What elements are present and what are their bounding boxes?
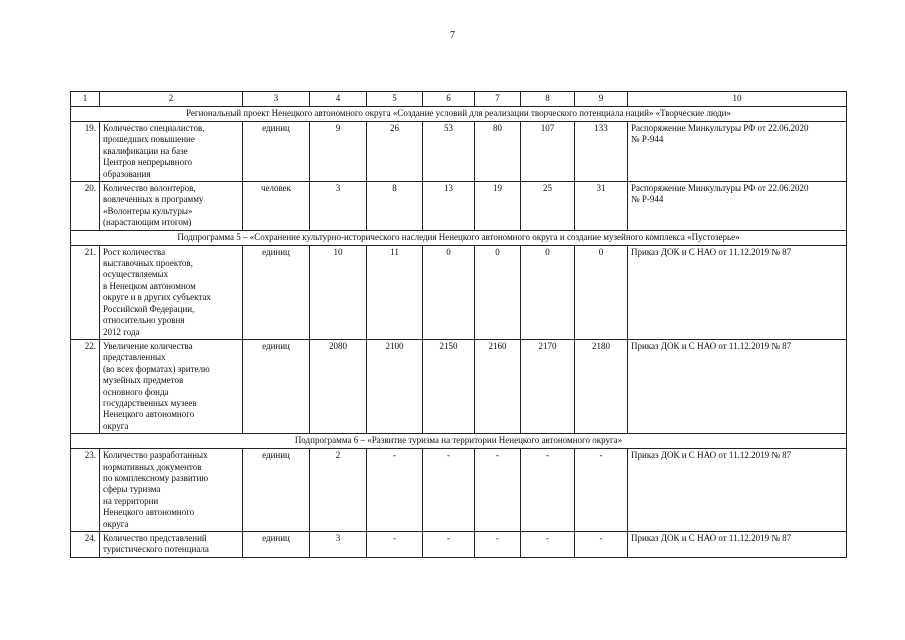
indicator-name: Количество разработанных нормативных документов по комплексному развитию сферы туризма на территории Ненецкого автономного округа (100, 449, 243, 532)
basis-cell: Приказ ДОК и С НАО от 11.12.2019 № 87 (628, 532, 847, 558)
unit-cell: единиц (243, 245, 310, 339)
value-cell: 0 (423, 245, 475, 339)
value-cell: - (521, 532, 575, 558)
row-number: 24. (71, 532, 100, 558)
value-cell: 3 (310, 182, 367, 231)
unit-cell: единиц (243, 339, 310, 433)
value-cell: 80 (475, 122, 521, 182)
section-heading: Подпрограмма 6 – «Развитие туризма на территории Ненецкого автономного округа» (71, 434, 847, 449)
value-cell: 26 (367, 122, 423, 182)
indicators-table (70, 91, 847, 558)
header-cell: 3 (243, 92, 310, 107)
value-cell: 2080 (310, 339, 367, 433)
header-cell: 10 (628, 92, 847, 107)
value-cell: 11 (367, 245, 423, 339)
table-row (71, 532, 847, 558)
row-number: 22. (71, 339, 100, 433)
value-cell: 13 (423, 182, 475, 231)
value-cell: - (521, 449, 575, 532)
value-cell: 0 (475, 245, 521, 339)
basis-cell: Распоряжение Минкультуры РФ от 22.06.2020 № Р-944 (628, 122, 847, 182)
header-cell: 8 (521, 92, 575, 107)
value-cell: 10 (310, 245, 367, 339)
basis-cell: Приказ ДОК и С НАО от 11.12.2019 № 87 (628, 339, 847, 433)
section-heading-row (71, 107, 847, 122)
value-cell: 2150 (423, 339, 475, 433)
value-cell: 2100 (367, 339, 423, 433)
header-cell: 5 (367, 92, 423, 107)
row-number: 23. (71, 449, 100, 532)
indicator-name: Количество представлений туристического потенциала (100, 532, 243, 558)
header-cell: 9 (575, 92, 628, 107)
value-cell: - (575, 449, 628, 532)
value-cell: - (575, 532, 628, 558)
value-cell: 25 (521, 182, 575, 231)
value-cell: - (367, 532, 423, 558)
row-number: 20. (71, 182, 100, 231)
basis-cell: Приказ ДОК и С НАО от 11.12.2019 № 87 (628, 449, 847, 532)
value-cell: 2180 (575, 339, 628, 433)
table-row (71, 122, 847, 182)
indicator-name: Количество волонтеров, вовлеченных в программу «Волонтеры культуры» (нарастающим итогом) (100, 182, 243, 231)
header-cell: 6 (423, 92, 475, 107)
value-cell: 53 (423, 122, 475, 182)
value-cell: 133 (575, 122, 628, 182)
value-cell: - (423, 449, 475, 532)
value-cell: - (423, 532, 475, 558)
section-heading: Подпрограмма 5 – «Сохранение культурно-исторического наследия Ненецкого автономного округа и создание музейного комплекса «Пустозерье» (71, 230, 847, 245)
basis-cell: Приказ ДОК и С НАО от 11.12.2019 № 87 (628, 245, 847, 339)
value-cell: - (475, 449, 521, 532)
value-cell: 2 (310, 449, 367, 532)
unit-cell: единиц (243, 532, 310, 558)
value-cell: 3 (310, 532, 367, 558)
row-number: 19. (71, 122, 100, 182)
section-heading-row (71, 434, 847, 449)
value-cell: 0 (521, 245, 575, 339)
value-cell: 2160 (475, 339, 521, 433)
value-cell: 31 (575, 182, 628, 231)
unit-cell: единиц (243, 122, 310, 182)
value-cell: - (475, 532, 521, 558)
header-cell: 1 (71, 92, 100, 107)
value-cell: - (367, 449, 423, 532)
section-heading-row (71, 230, 847, 245)
table-row (71, 182, 847, 231)
unit-cell: человек (243, 182, 310, 231)
unit-cell: единиц (243, 449, 310, 532)
table-row (71, 339, 847, 433)
header-cell: 4 (310, 92, 367, 107)
header-cell: 7 (475, 92, 521, 107)
value-cell: 9 (310, 122, 367, 182)
value-cell: 19 (475, 182, 521, 231)
indicator-name: Количество специалистов, прошедших повышение квалификации на базе Центров непрерывного образования (100, 122, 243, 182)
page-number: 7 (450, 30, 455, 41)
value-cell: 8 (367, 182, 423, 231)
value-cell: 107 (521, 122, 575, 182)
value-cell: 0 (575, 245, 628, 339)
indicator-name: Увеличение количества представленных (во всех форматах) зрителю музейных предметов основного фонда государственных музеев Ненецкого автономного округа (100, 339, 243, 433)
table-row (71, 449, 847, 532)
section-heading: Региональный проект Ненецкого автономного округа «Создание условий для реализации творческого потенциала наций» «Творческие люди» (71, 107, 847, 122)
header-cell: 2 (100, 92, 243, 107)
value-cell: 2170 (521, 339, 575, 433)
row-number: 21. (71, 245, 100, 339)
column-number-row (71, 92, 847, 107)
table-row (71, 245, 847, 339)
indicator-name: Рост количества выставочных проектов, осуществляемых в Ненецком автономном округе и в других субъектах Российской Федерации, относительно уровня 2012 года (100, 245, 243, 339)
basis-cell: Распоряжение Минкультуры РФ от 22.06.2020 № Р-944 (628, 182, 847, 231)
